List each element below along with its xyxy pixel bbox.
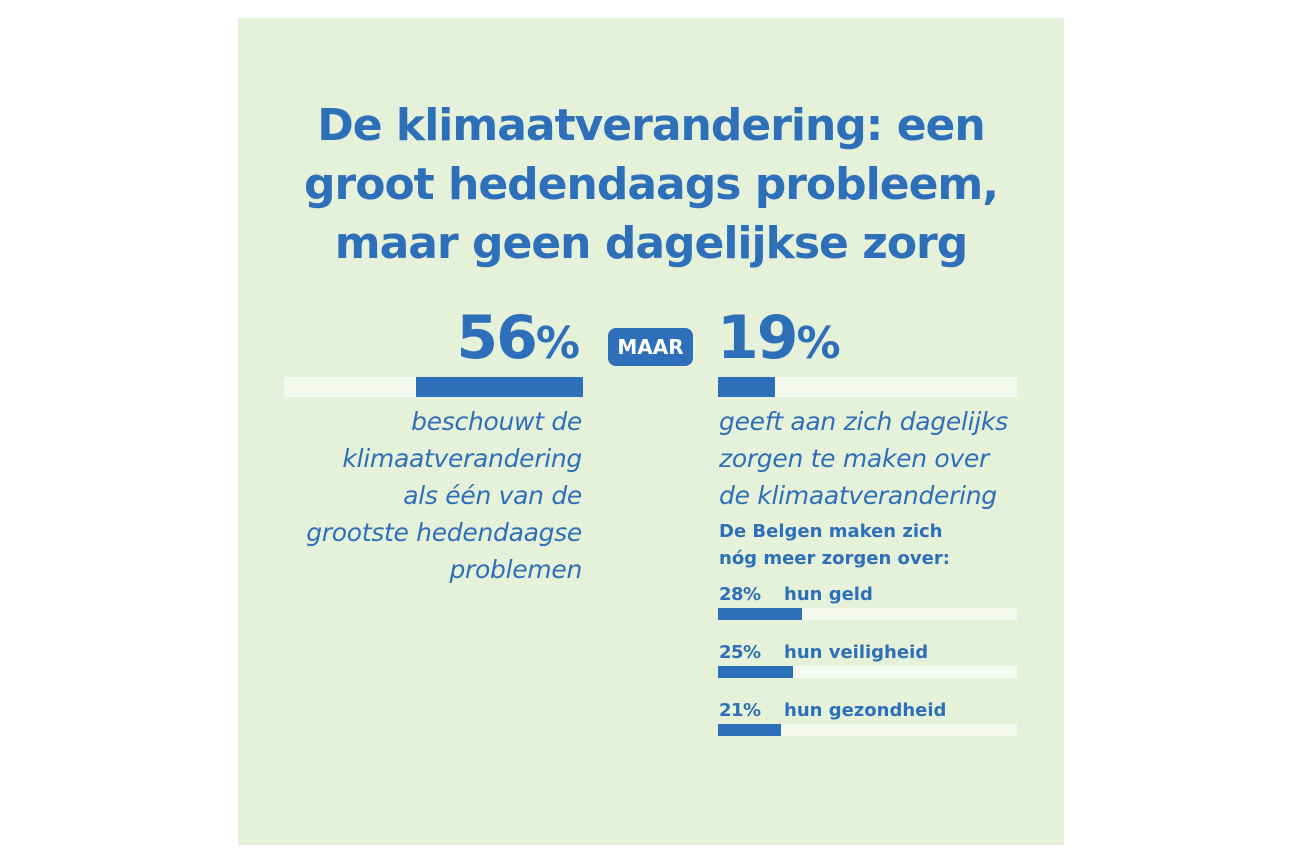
worry-row-safety-bar-track xyxy=(718,666,1017,678)
worry-row-money-value: 28% xyxy=(719,584,761,605)
maar-badge: MAAR xyxy=(608,328,693,366)
stat-left-number: 56 xyxy=(456,303,536,373)
stat-left-desc-line-5: problemen xyxy=(449,555,582,584)
stat-right-value xyxy=(717,302,917,380)
title-line-1: De klimaatverandering: een xyxy=(317,100,985,151)
worry-row-money-label: hun geld xyxy=(784,584,873,605)
worry-row-safety-label: hun veiligheid xyxy=(784,642,929,663)
worries-subheading-line-2: nóg meer zorgen over: xyxy=(719,548,950,569)
worry-row-health-label: hun gezondheid xyxy=(784,700,947,721)
stat-right-bar-fill xyxy=(718,377,775,397)
infographic-title xyxy=(238,96,1064,273)
stat-left-value xyxy=(0,302,580,380)
worries-subheading-line-1: De Belgen maken zich xyxy=(719,521,943,542)
stat-left-bar-track xyxy=(284,377,583,397)
worry-row-money-bar-fill xyxy=(718,608,802,620)
stat-left-desc-line-3: als één van de xyxy=(403,481,582,510)
stat-right-desc-line-1: geeft aan zich dagelijks xyxy=(719,407,1008,436)
worry-row-health-bar-fill xyxy=(718,724,781,736)
stat-left-bar-fill xyxy=(416,377,583,397)
stat-right-bar-track xyxy=(718,377,1017,397)
stat-left-unit: % xyxy=(535,318,580,369)
worry-row-health-bar-track xyxy=(718,724,1017,736)
stat-right-description xyxy=(719,403,1049,514)
stat-left-desc-line-1: beschouwt de xyxy=(411,407,582,436)
worry-row-money-bar-track xyxy=(718,608,1017,620)
worry-row-safety-bar-fill xyxy=(718,666,793,678)
stat-left-description xyxy=(262,403,582,588)
stat-left-desc-line-2: klimaatverandering xyxy=(342,444,582,473)
worries-subheading xyxy=(719,518,1039,572)
worry-row-safety-value: 25% xyxy=(719,642,761,663)
title-line-2: groot hedendaags probleem, xyxy=(304,159,998,210)
stat-right-number: 19 xyxy=(717,303,797,373)
stat-right-desc-line-2: zorgen te maken over xyxy=(719,444,989,473)
title-line-3: maar geen dagelijkse zorg xyxy=(334,218,968,269)
stat-right-desc-line-3: de klimaatverandering xyxy=(719,481,997,510)
stat-right-unit: % xyxy=(796,318,841,369)
worry-row-health-value: 21% xyxy=(719,700,761,721)
stat-left-desc-line-4: grootste hedendaagse xyxy=(306,518,582,547)
